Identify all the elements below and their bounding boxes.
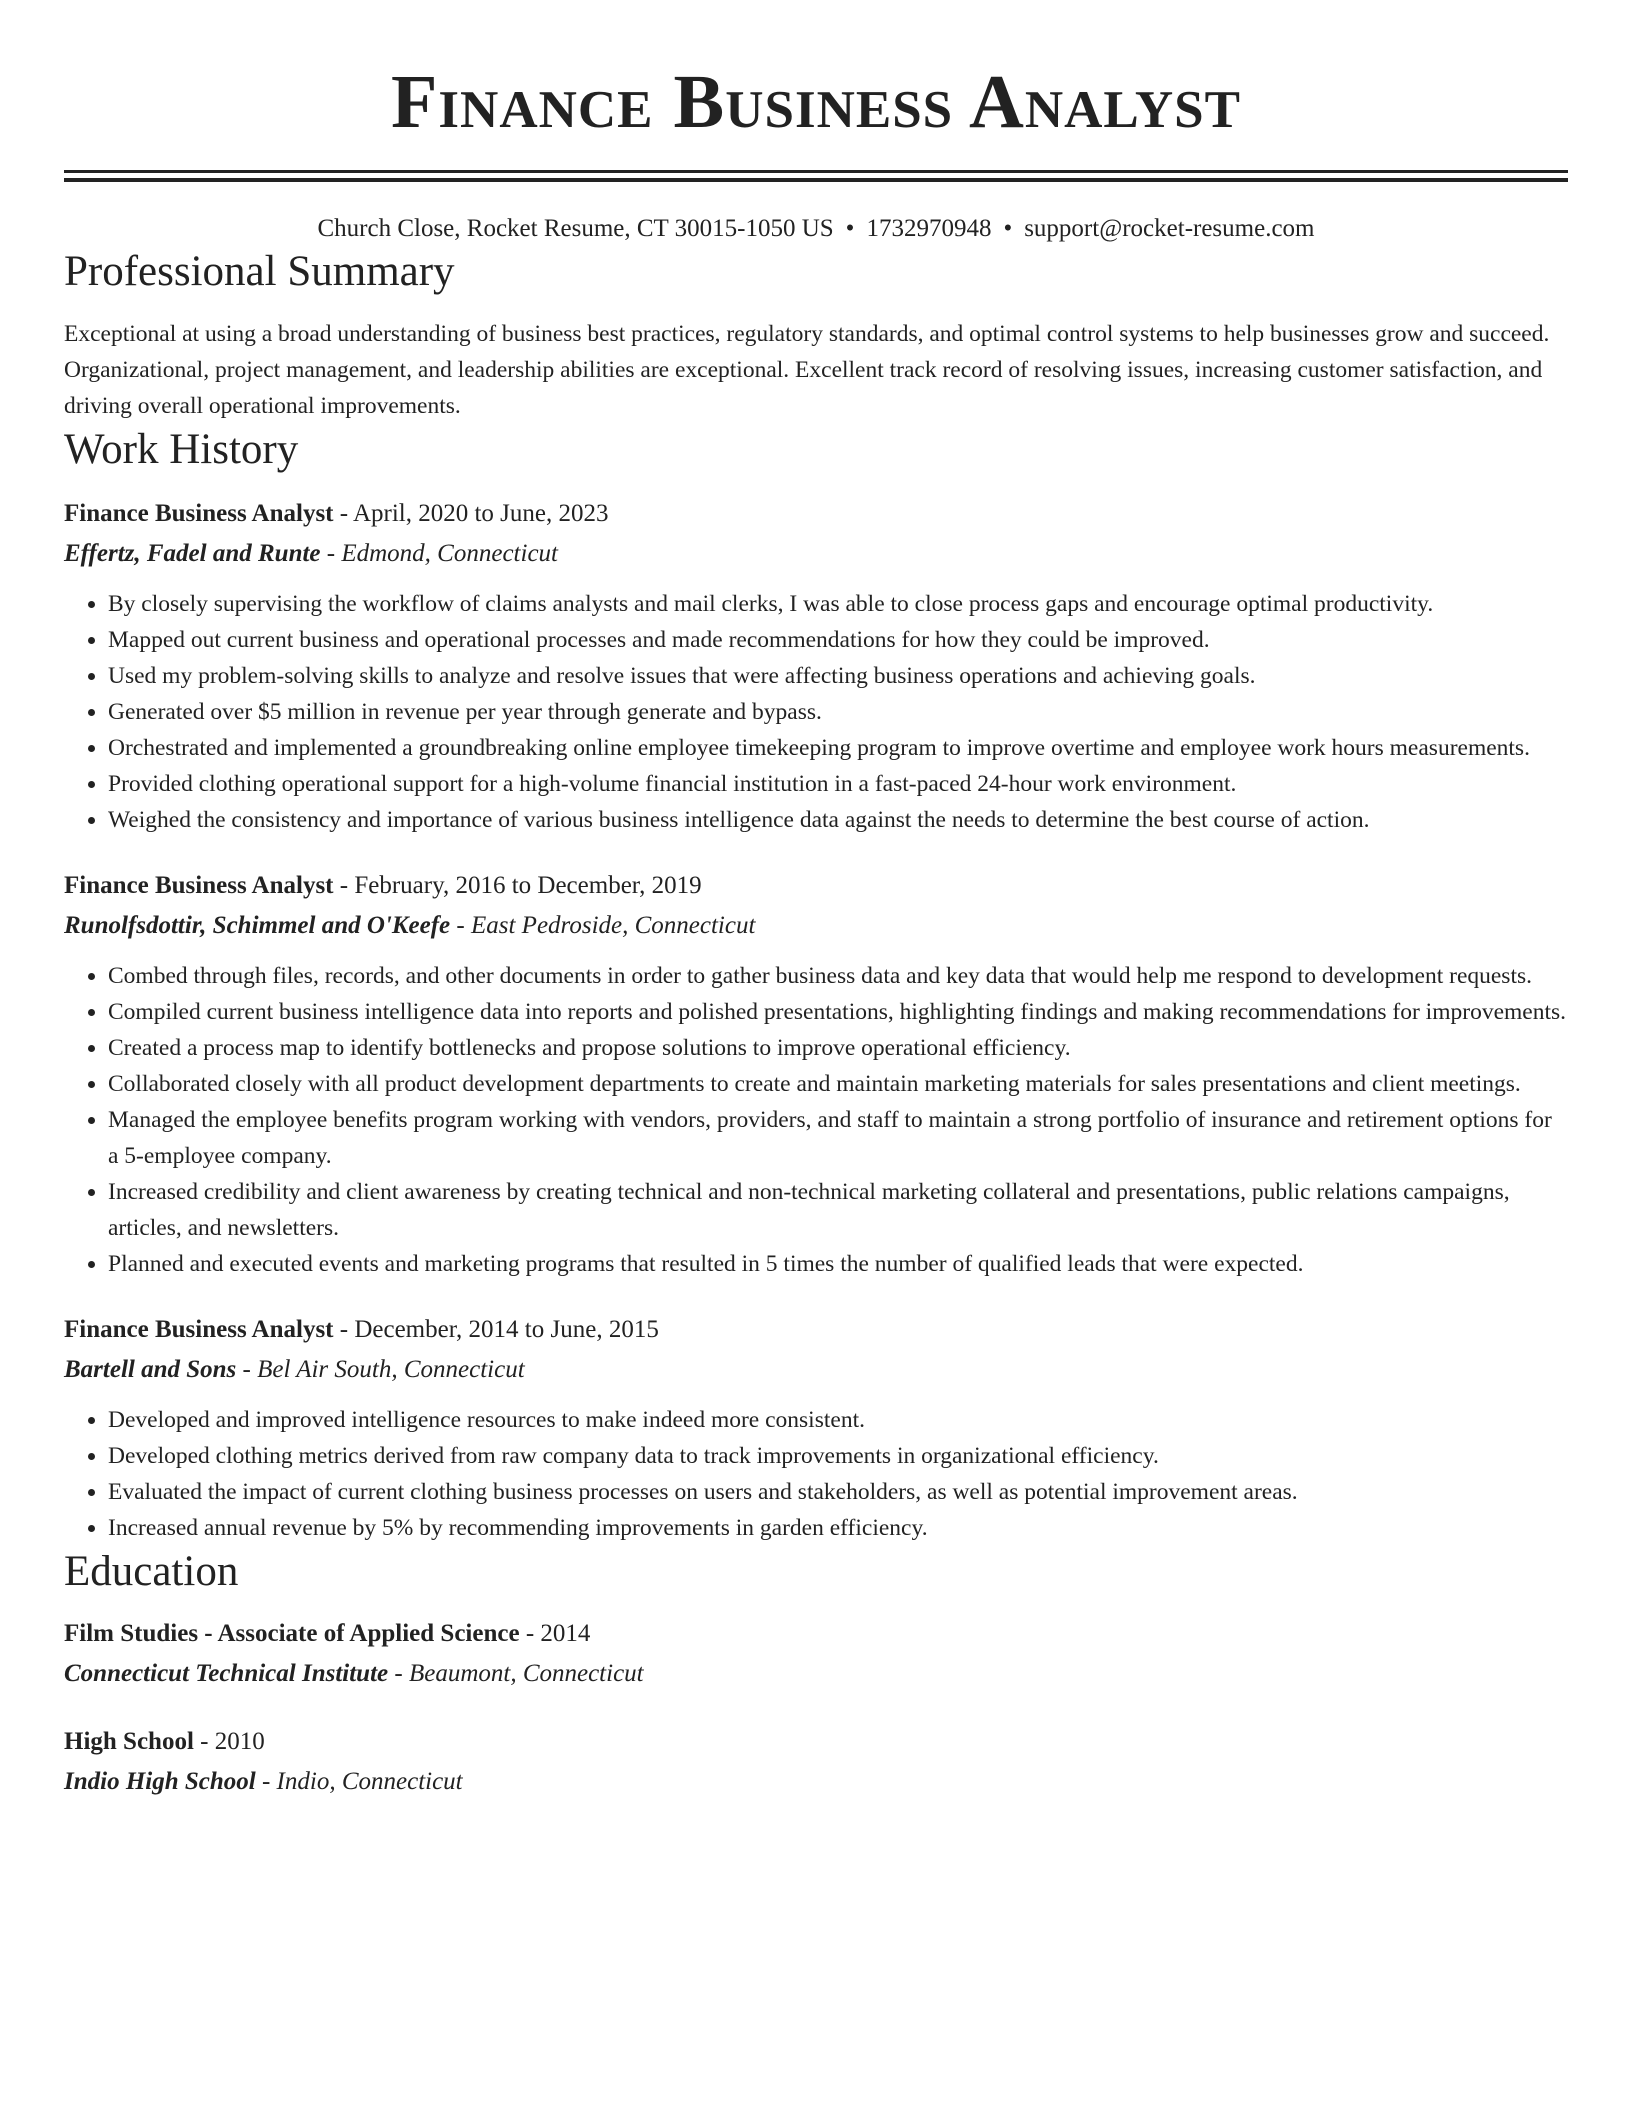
- edu-location: - Beaumont, Connecticut: [388, 1660, 644, 1687]
- bullet-item: • Provided clothing operational support for a high-volume financial institution in a fast-paced 24-hour work environment.: [108, 766, 1568, 802]
- edu-degree-line: [64, 1614, 1568, 1654]
- bullet-item: • Evaluated the impact of current clothing business processes on users and stakeholders, as well as potential improvement areas.: [108, 1474, 1568, 1510]
- bullet-item: • Created a process map to identify bottlenecks and propose solutions to improve operational efficiency.: [108, 1030, 1568, 1066]
- job-dates: - December, 2014 to June, 2015: [333, 1316, 659, 1343]
- job-title: Finance Business Analyst: [64, 500, 334, 527]
- edu-school-line: [64, 1654, 1568, 1694]
- bullet-item: • Developed and improved intelligence resources to make indeed more consistent.: [108, 1402, 1568, 1438]
- bullet-item: • Mapped out current business and operational processes and made recommendations for how they could be improved.: [108, 622, 1568, 658]
- job-company: Bartell and Sons: [64, 1356, 237, 1383]
- education-entry: [64, 1722, 1568, 1802]
- job-bullets: [64, 1402, 1568, 1546]
- bullet-item: • Used my problem-solving skills to analyze and resolve issues that were affecting business operations and achieving goals.: [108, 658, 1568, 694]
- contact-separator: •: [1003, 215, 1013, 242]
- bullet-item: • Increased annual revenue by 5% by recommending improvements in garden efficiency.: [108, 1510, 1568, 1546]
- job-entry: [64, 494, 1568, 838]
- bullet-item: • Compiled current business intelligence data into reports and polished presentations, highlighting findings and making recommendations for improvements.: [108, 994, 1568, 1030]
- bullet-item: • Weighed the consistency and importance of various business intelligence data against the needs to determine the best course of action.: [108, 802, 1568, 838]
- bullet-item: • Planned and executed events and marketing programs that resulted in 5 times the number of qualified leads that were expected.: [108, 1246, 1568, 1282]
- job-dates: - April, 2020 to June, 2023: [333, 500, 609, 527]
- bullet-item: • Developed clothing metrics derived from raw company data to track improvements in organizational efficiency.: [108, 1438, 1568, 1474]
- contact-phone: 1732970948: [866, 215, 992, 242]
- job-company-line: [64, 906, 1568, 946]
- job-entry: [64, 1310, 1568, 1546]
- job-company: Runolfsdottir, Schimmel and O'Keefe: [64, 912, 451, 939]
- edu-school-line: [64, 1762, 1568, 1802]
- header-double-rule: [64, 170, 1568, 182]
- job-bullets: [64, 586, 1568, 838]
- job-entry: [64, 866, 1568, 1282]
- job-dates: - February, 2016 to December, 2019: [333, 872, 702, 899]
- job-role-line: [64, 1310, 1568, 1350]
- bullet-item: • Generated over $5 million in revenue per year through generate and bypass.: [108, 694, 1568, 730]
- edu-location: - Indio, Connecticut: [255, 1768, 463, 1795]
- job-company-line: [64, 1350, 1568, 1390]
- edu-degree: Film Studies - Associate of Applied Science: [64, 1620, 520, 1647]
- work-history-heading: Work History: [64, 426, 299, 473]
- job-location: - East Pedroside, Connecticut: [450, 912, 756, 939]
- summary-text: Exceptional at using a broad understanding of business best practices, regulatory standards, and optimal control systems to help businesses grow and succeed. Organizational, project management, and leadership abilities are exceptional. Excellent track record of resolving issues, increasing customer satisfaction, and driving overall operational improvements.: [64, 321, 1550, 419]
- edu-year: - 2010: [193, 1728, 265, 1755]
- bullet-item: • By closely supervising the workflow of claims analysts and mail clerks, I was able to close process gaps and encourage optimal productivity.: [108, 586, 1568, 622]
- edu-school: Indio High School: [64, 1768, 256, 1795]
- job-title: Finance Business Analyst: [64, 872, 334, 899]
- education-heading: Education: [64, 1548, 239, 1595]
- edu-school: Connecticut Technical Institute: [64, 1660, 389, 1687]
- edu-degree: High School: [64, 1728, 194, 1755]
- bullet-item: • Combed through files, records, and other documents in order to gather business data and key data that would help me respond to development requests.: [108, 958, 1568, 994]
- contact-address: Church Close, Rocket Resume, CT 30015-1050 US: [317, 215, 834, 242]
- bullet-item: • Managed the employee benefits program working with vendors, providers, and staff to maintain a strong portfolio of insurance and retirement options for a 5-employee company.: [108, 1102, 1568, 1174]
- job-company-line: [64, 534, 1568, 574]
- summary-heading: Professional Summary: [64, 248, 455, 295]
- bullet-item: • Increased credibility and client awareness by creating technical and non-technical marketing collateral and presentations, public relations campaigns, articles, and newsletters.: [108, 1174, 1568, 1246]
- job-bullets: [64, 958, 1568, 1282]
- contact-line: [64, 212, 1568, 246]
- contact-separator: •: [845, 215, 855, 242]
- bullet-item: • Collaborated closely with all product development departments to create and maintain marketing materials for sales presentations and client meetings.: [108, 1066, 1568, 1102]
- edu-degree-line: [64, 1722, 1568, 1762]
- resume-name: Finance Business Analyst: [391, 60, 1241, 144]
- job-role-line: [64, 866, 1568, 906]
- contact-email: support@rocket-resume.com: [1024, 215, 1315, 242]
- job-location: - Bel Air South, Connecticut: [236, 1356, 525, 1383]
- education-entry: [64, 1614, 1568, 1694]
- job-title: Finance Business Analyst: [64, 1316, 334, 1343]
- edu-year: - 2014: [519, 1620, 591, 1647]
- job-role-line: [64, 494, 1568, 534]
- bullet-item: • Orchestrated and implemented a groundbreaking online employee timekeeping program to improve overtime and employee work hours measurements.: [108, 730, 1568, 766]
- job-company: Effertz, Fadel and Runte: [64, 540, 321, 567]
- job-location: - Edmond, Connecticut: [320, 540, 558, 567]
